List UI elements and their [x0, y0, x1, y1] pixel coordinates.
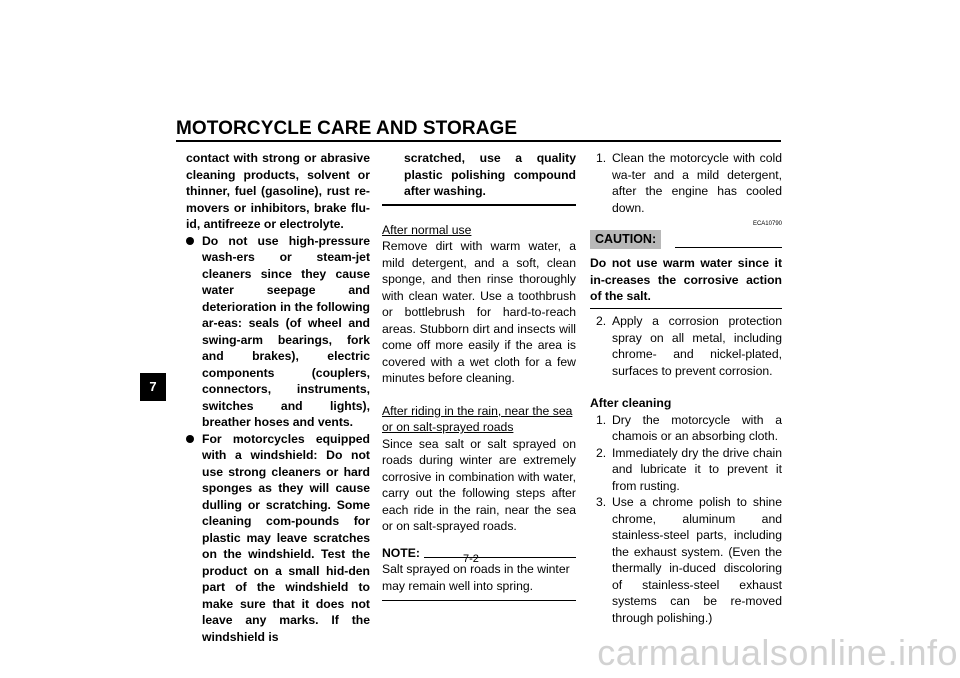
step-text: Apply a corrosion protection spray on all metal, including chrome- and nickel-plated, surfaces to prevent corrosion.	[612, 314, 782, 378]
step-2	[590, 313, 782, 379]
bullet-continuation: scratched, use a quality plastic polishing compound after washing.	[404, 151, 576, 198]
warning-continuation: contact with strong or abrasive cleaning products, solvent or thinner, fuel (gasoline), rust re-movers or inhibitors, brake flu-id, antifreeze or electrolyte.	[186, 151, 370, 231]
section-heading-after-cleaning: After cleaning	[590, 396, 672, 410]
note-header	[382, 545, 576, 562]
step-number: 1.	[596, 151, 607, 165]
bullet-dot-icon	[186, 435, 194, 443]
bullet-text: Do not use high-pressure wash-ers or steam-jet cleaners since they cause water seepage and deterioration in the following ar-eas: seals (of wheel and swing-arm bearings, fork and brakes), electric components (couplers, connectors, instruments, switches and lights), breather hoses and vents.	[202, 233, 370, 429]
column-3	[590, 150, 782, 626]
caution-badge: CAUTION:	[590, 230, 661, 249]
step-number: 2.	[596, 445, 607, 460]
page-title: MOTORCYCLE CARE AND STORAGE	[176, 118, 518, 139]
cleaning-step-2	[590, 445, 782, 495]
note-body: Salt sprayed on roads in the winter may remain well into spring.	[382, 562, 570, 593]
title-rule	[176, 140, 781, 142]
note-label: NOTE:	[382, 545, 420, 560]
bullet-item-pressure-washers	[186, 233, 370, 431]
note-rule	[424, 557, 576, 558]
cleaning-step-1	[590, 412, 782, 445]
step-text: Immediately dry the drive chain and lubricate it to prevent it from rusting.	[612, 445, 782, 493]
bullet-item-windshield	[186, 431, 370, 646]
caution-rule	[675, 247, 782, 249]
step-text: Use a chrome polish to shine chrome, aluminum and stainless-steel parts, including the exhaust system. (Even the thermally in-duced discoloring of stainless-steel exhaust systems can be re-moved through polishing.)	[612, 495, 782, 625]
caution-header	[590, 230, 782, 249]
caution-text: Do not use warm water since it in-creases the corrosive action of the salt.	[590, 256, 782, 303]
column-1	[186, 150, 370, 645]
watermark: carmanualsonline.info	[597, 632, 958, 673]
page-number: 7-2	[463, 553, 479, 565]
step-text: Dry the motorcycle with a chamois or an absorbing cloth.	[612, 412, 782, 443]
warning-end-rule	[382, 204, 576, 206]
chapter-tab: 7	[140, 373, 166, 401]
after-normal-use-body: Remove dirt with warm water, a mild detergent, and a soft, clean sponge, and then rinse thoroughly with clean water. Use a toothbrush or bottlebrush for hard-to-reach areas. Stubborn dirt and insects will come off more easily if the area is covered with a wet cloth for a few minutes before cleaning.	[382, 239, 576, 385]
caution-end-rule	[590, 308, 782, 310]
after-rain-body: Since sea salt or salt sprayed on roads during winter are extremely corrosive in combination with water, carry out the following steps after each ride in the rain, near the sea or on salt-sprayed roads.	[382, 436, 576, 533]
step-number: 3.	[596, 495, 607, 509]
bullet-dot-icon	[186, 237, 194, 245]
column-2	[382, 150, 576, 601]
caution-code: ECA10790	[752, 221, 782, 227]
bullet-text: For motorcycles equipped with a windshield: Do not use strong cleaners or hard sponges as they will cause dulling or scratching. Some cleaning com-pounds for plastic may leave scratches on the windshield. Test the product on a small hid-den part of the windshield to make sure that it does not leave any marks. If the windshield is	[202, 431, 370, 644]
section-heading-after-rain: After riding in the rain, near the sea or on salt-sprayed roads	[382, 403, 573, 434]
note-end-rule	[382, 600, 576, 601]
step-1	[590, 150, 782, 216]
step-number: 1.	[596, 412, 607, 427]
section-heading-after-normal-use: After normal use	[382, 222, 472, 237]
step-text: Clean the motorcycle with cold wa-ter and a mild detergent, after the engine has cooled down.	[612, 151, 782, 215]
cleaning-step-3	[590, 494, 782, 626]
step-number: 2.	[596, 314, 607, 328]
